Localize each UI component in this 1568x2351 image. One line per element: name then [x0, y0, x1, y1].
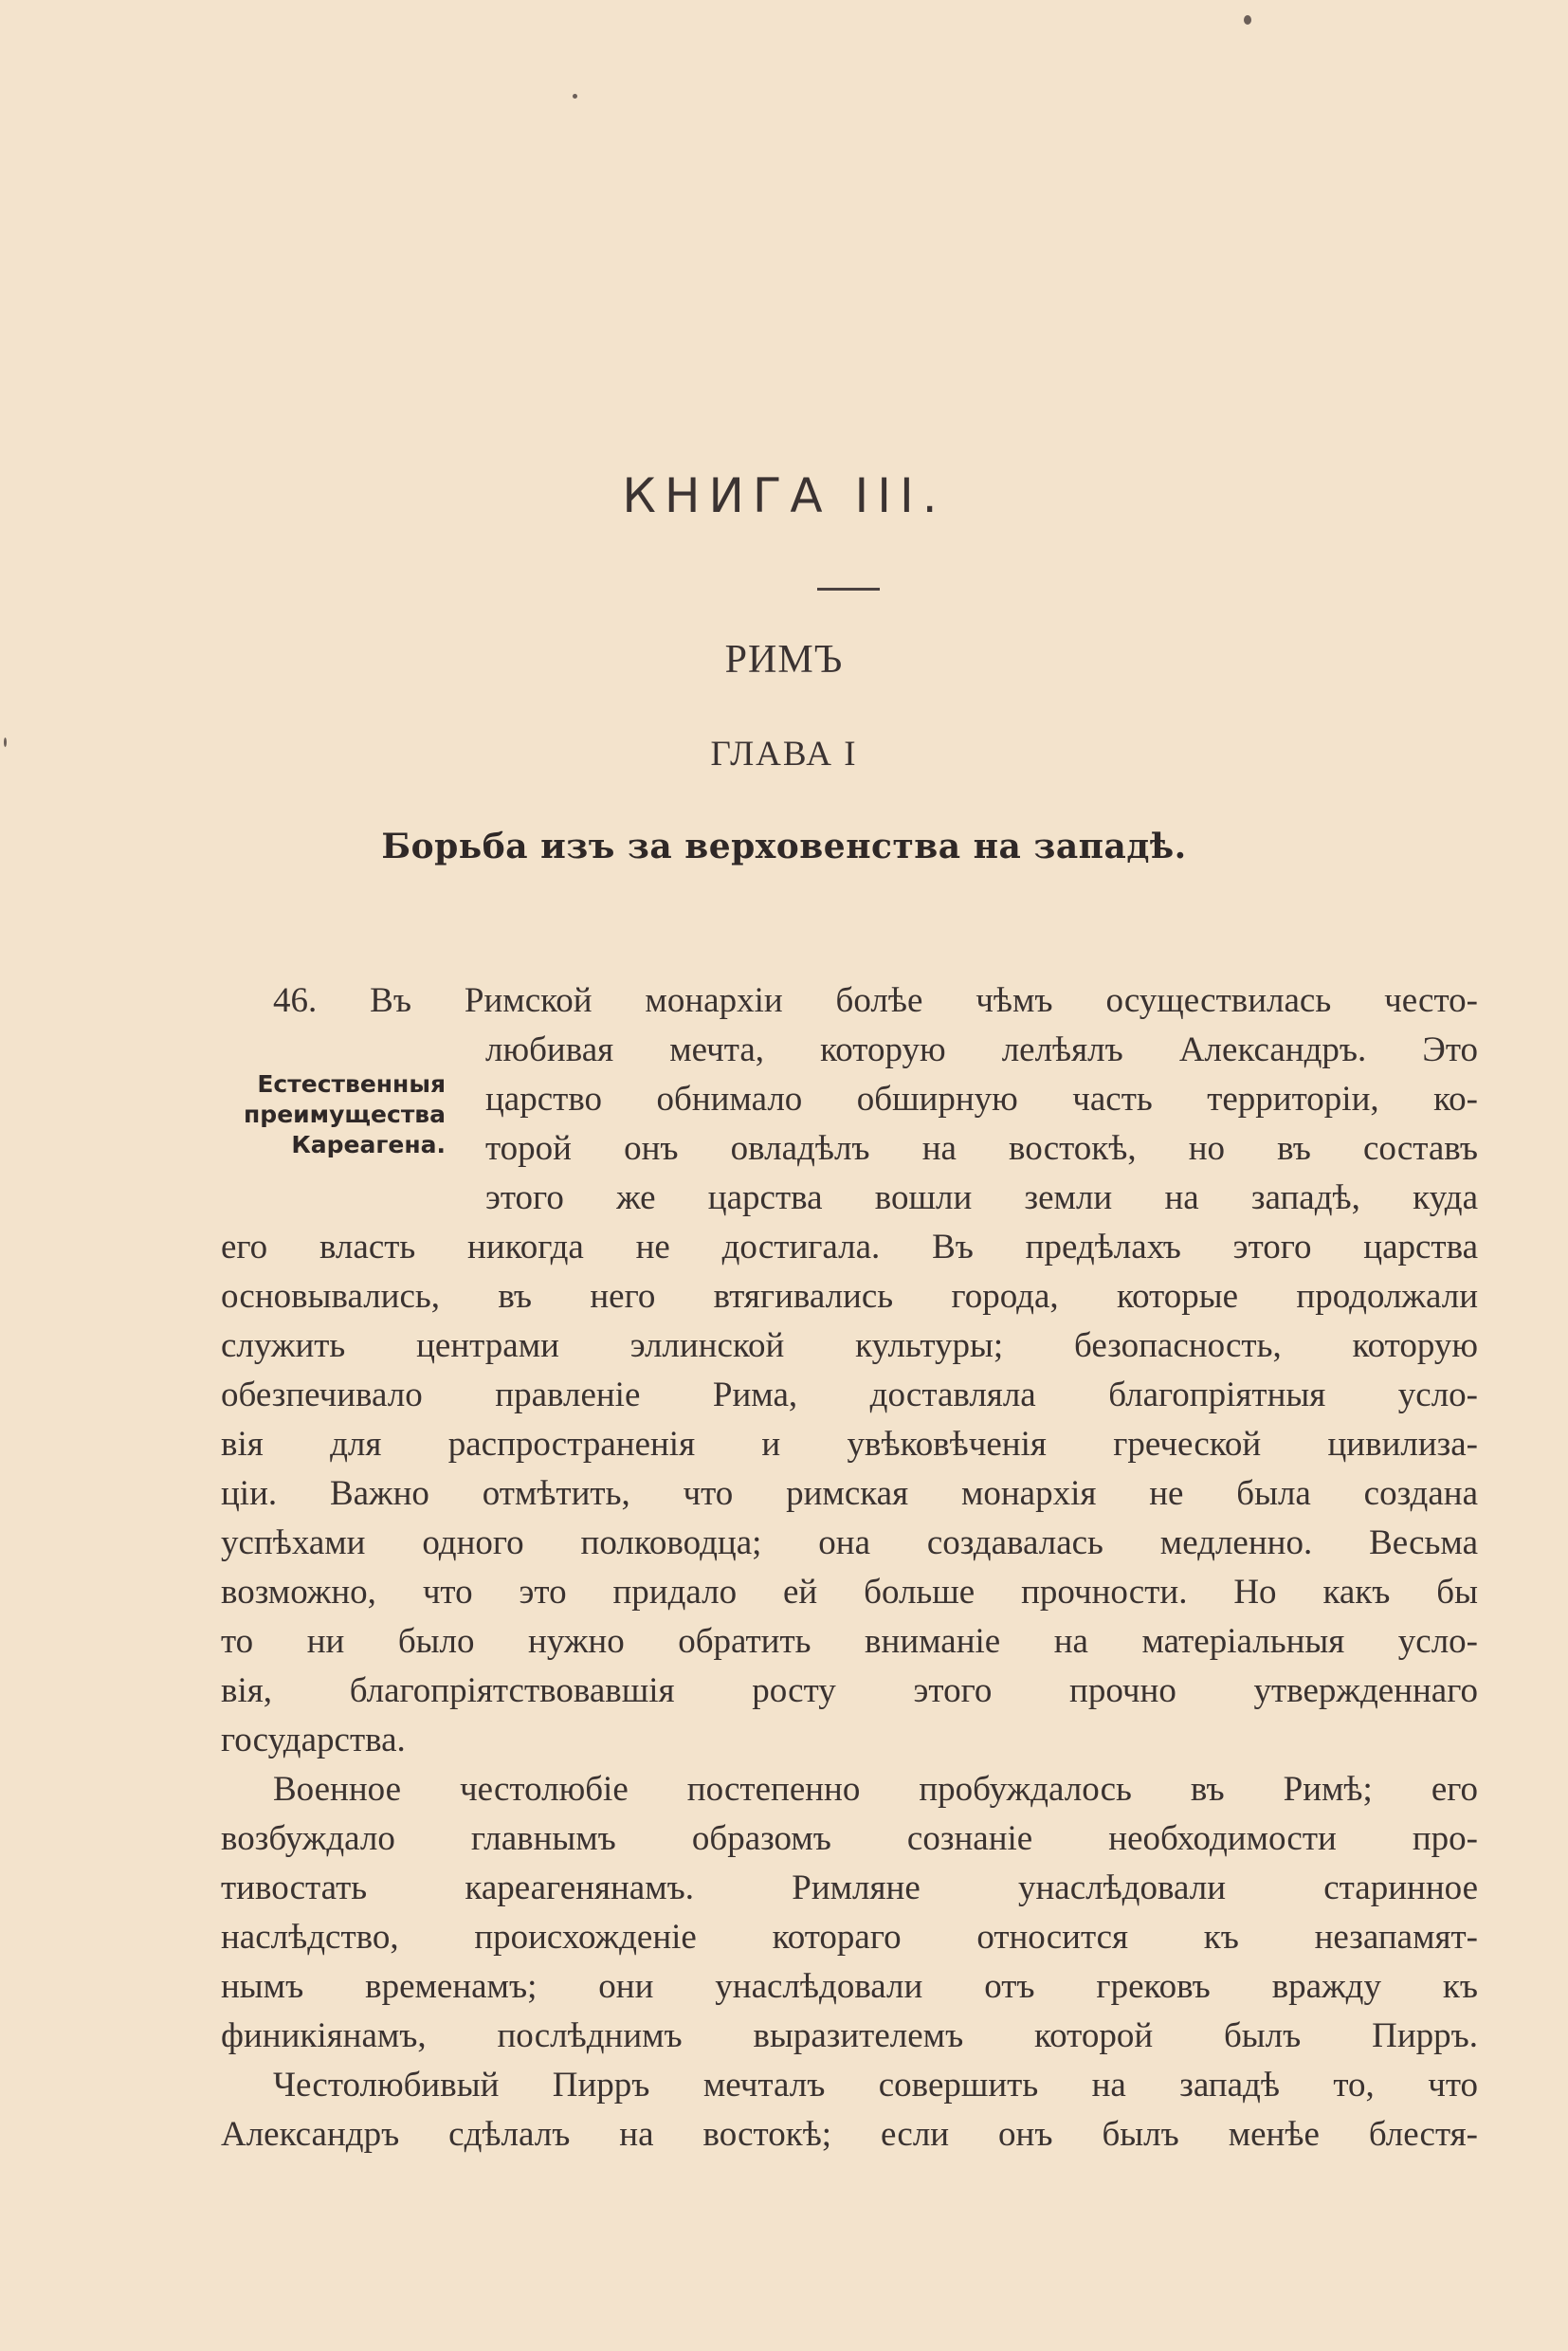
text-line: тивостать кареагенянамъ. Римляне унаслѣдовали старинное [221, 1868, 1478, 1907]
ink-speck [573, 94, 577, 99]
margin-note-line: преимущества [244, 1101, 446, 1128]
text-line: любивая мечта, которую лелѣялъ Александръ. Это [485, 1030, 1478, 1069]
text-line: возбуждало главнымъ образомъ сознаніе необходимости про- [221, 1819, 1478, 1858]
text-line: Военное честолюбіе постепенно пробуждалось въ Римѣ; его [273, 1770, 1478, 1809]
text-line: государства. [221, 1721, 406, 1759]
text-line: торой онъ овладѣлъ на востокѣ, но въ составъ [485, 1129, 1478, 1168]
text-line: наслѣдство, происхожденіе котораго относится къ незапамят- [221, 1918, 1478, 1957]
chapter-heading: Борьба изъ за верховенства на западѣ. [381, 827, 1187, 866]
text-line: вія для распространенія и увѣковѣченія греческой цивилиза- [221, 1425, 1478, 1464]
title-divider [817, 588, 880, 591]
text-line: вія, благопріятствовавшія росту этого прочно утвержденнаго [221, 1671, 1478, 1710]
book-title: КНИГА III. [622, 468, 946, 523]
text-line: 46. Въ Римской монархіи болѣе чѣмъ осуществилась често- [273, 981, 1478, 1020]
text-line: нымъ временамъ; они унаслѣдовали отъ грековъ вражду къ [221, 1967, 1478, 2006]
part-title: РИМЪ [724, 638, 844, 682]
text-line: царство обнимало обширную часть территоріи, ко- [485, 1080, 1478, 1119]
text-line: успѣхами одного полководца; она создавалась медленно. Весьма [221, 1523, 1478, 1562]
text-line: то ни было нужно обратить вниманіе на матеріальныя усло- [221, 1622, 1478, 1661]
margin-note-line: Естественныя [257, 1070, 446, 1098]
text-line: его власть никогда не достигала. Въ предѣлахъ этого царства [221, 1228, 1478, 1267]
text-line: обезпечивало правленіе Рима, доставляла благопріятныя усло- [221, 1376, 1478, 1414]
ink-speck [1244, 15, 1251, 25]
text-line: ціи. Важно отмѣтить, что римская монархія не была создана [221, 1474, 1478, 1513]
text-line: Честолюбивый Пирръ мечталъ совершить на западѣ то, что [273, 2066, 1478, 2105]
text-line: основывались, въ него втягивались города, которые продолжали [221, 1277, 1478, 1316]
margin-note-line: Кареагена. [291, 1131, 446, 1158]
text-line: Александръ сдѣлалъ на востокѣ; если онъ былъ менѣе блестя- [221, 2115, 1478, 2154]
chapter-title: ГЛАВА I [710, 735, 858, 774]
text-line: возможно, что это придало ей больше прочности. Но какъ бы [221, 1573, 1478, 1612]
text-line: этого же царства вошли земли на западѣ, куда [485, 1178, 1478, 1217]
text-line: финикіянамъ, послѣднимъ выразителемъ которой былъ Пирръ. [221, 2016, 1478, 2055]
text-line: служить центрами эллинской культуры; безопасность, которую [221, 1326, 1478, 1365]
margin-note [214, 1069, 446, 1160]
